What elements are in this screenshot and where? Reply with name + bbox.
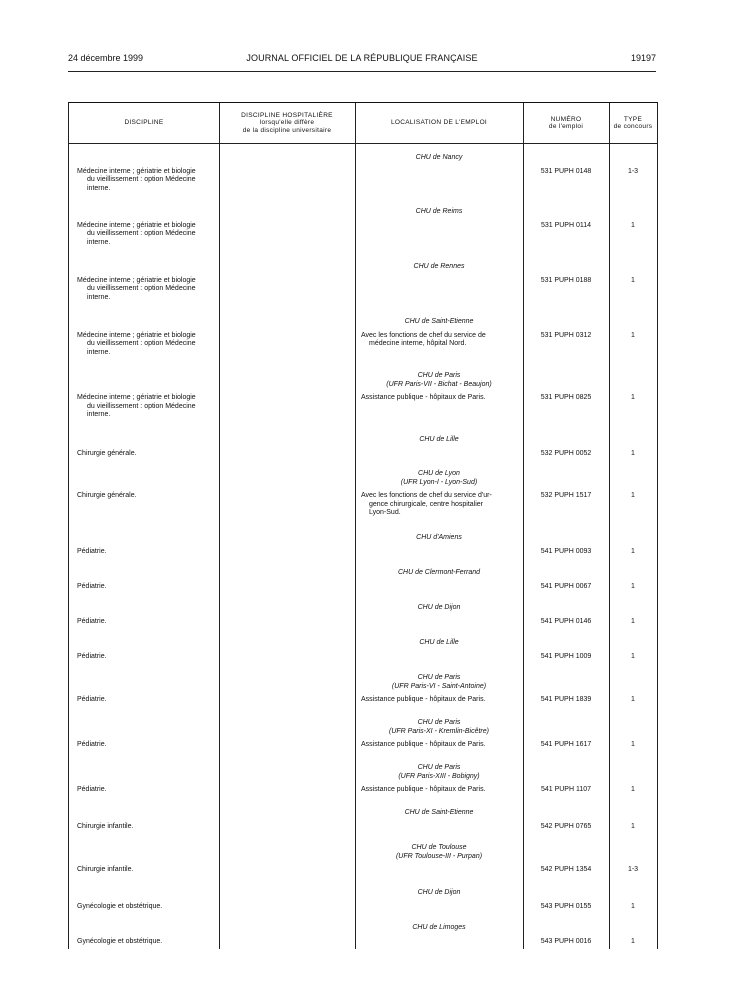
discipline-text: interne. (87, 293, 111, 301)
discipline-text: du vieillissement : option Médecine (87, 340, 196, 347)
location-heading (355, 263, 523, 272)
discipline-cell (77, 823, 222, 832)
discipline-text: Pédiatrie. (77, 696, 107, 703)
location-heading (355, 154, 523, 163)
location-heading-line: CHU de Toulouse (411, 844, 467, 851)
column-header-location (355, 103, 523, 143)
location-heading (355, 534, 523, 543)
location-heading (355, 470, 523, 487)
location-detail-text: gence chirurgicale, centre hospitalier (369, 500, 484, 508)
location-detail (361, 332, 519, 349)
position-number: 541 PUPH 1839 (540, 696, 592, 703)
discipline-text: Médecine interne ; gériatrie et biologie (77, 276, 196, 284)
location-heading (355, 569, 523, 578)
column-header-hospital-discipline (219, 103, 355, 143)
discipline-cell (77, 332, 222, 358)
column-header-label: lorsqu'elle diffère (259, 119, 315, 127)
discipline-cell (77, 168, 222, 194)
column-header-label: de l'emploi (548, 123, 584, 130)
discipline-text: Médecine interne ; gériatrie et biologie (77, 394, 196, 401)
location-heading-line: CHU de Clermont-Ferrand (397, 569, 481, 576)
column-header-label: de la discipline universitaire (242, 126, 332, 134)
issue-date: 24 décembre 1999 (68, 53, 144, 63)
discipline-text: Médecine interne ; gériatrie et biologie (77, 167, 196, 175)
discipline-text: Chirurgie générale. (77, 449, 137, 457)
location-heading (355, 208, 523, 217)
location-detail (361, 394, 519, 403)
discipline-cell (77, 866, 222, 875)
position-number: 532 PUPH 1517 (540, 492, 592, 499)
location-heading-line: (UFR Paris-XI - Kremlin-Bicêtre) (389, 727, 489, 735)
location-heading (355, 436, 523, 445)
location-heading-line: (UFR Lyon-I - Lyon-Sud) (400, 478, 478, 486)
discipline-text: interne. (87, 184, 111, 192)
location-heading (355, 639, 523, 648)
location-heading-line: CHU de Paris (417, 764, 461, 771)
competition-type: 1-3 (627, 167, 639, 175)
discipline-text: Pédiatrie. (77, 617, 107, 625)
competition-type: 1 (631, 937, 635, 945)
competition-type: 1-3 (627, 866, 639, 873)
discipline-cell (77, 741, 222, 750)
location-heading (355, 372, 523, 389)
location-detail-text: Avec les fonctions de chef du service d'ur- (361, 492, 492, 499)
location-heading-line: CHU de Paris (417, 372, 461, 379)
discipline-text: Chirurgie infantile. (77, 822, 134, 830)
competition-type: 1 (631, 394, 635, 401)
discipline-cell (77, 618, 222, 627)
discipline-cell (77, 394, 222, 420)
column-header-discipline (69, 103, 219, 143)
position-number: 531 PUPH 0114 (540, 221, 592, 229)
competition-type: 1 (631, 786, 635, 793)
position-number: 543 PUPH 0016 (540, 937, 592, 945)
location-heading-line: CHU d'Amiens (416, 534, 462, 541)
location-heading (355, 764, 523, 781)
competition-type: 1 (631, 449, 635, 457)
position-number: 541 PUPH 0146 (540, 617, 592, 625)
position-number: 531 PUPH 0825 (540, 394, 592, 401)
discipline-text: interne. (87, 238, 111, 246)
location-heading-line: CHU de Lille (419, 639, 459, 646)
location-heading (355, 924, 523, 933)
location-heading-line: CHU de Paris (417, 674, 461, 681)
location-heading-line: (UFR Paris-VI - Saint-Antoine) (391, 682, 487, 690)
location-heading-line: CHU de Lille (419, 436, 459, 443)
location-heading-line: CHU de Dijon (417, 604, 461, 611)
competition-type: 1 (631, 696, 635, 703)
position-number: 541 PUPH 0067 (540, 582, 592, 590)
discipline-cell (77, 583, 222, 592)
location-detail-text: Lyon-Sud. (369, 509, 401, 516)
competition-type: 1 (631, 221, 635, 229)
position-number: 541 PUPH 1009 (540, 652, 592, 660)
discipline-cell (77, 222, 222, 248)
positions-table (68, 102, 658, 949)
discipline-cell (77, 938, 222, 947)
location-heading-line: CHU de Paris (417, 719, 461, 726)
location-heading-line: (UFR Paris-XIII - Bobigny) (398, 772, 480, 780)
discipline-text: Médecine interne ; gériatrie et biologie (77, 221, 196, 229)
competition-type: 1 (631, 492, 635, 499)
location-heading-line: CHU de Saint-Etienne (404, 809, 474, 816)
position-number: 542 PUPH 0765 (540, 822, 592, 830)
discipline-text: du vieillissement : option Médecine (87, 176, 196, 183)
competition-type: 1 (631, 822, 635, 830)
location-detail-text: Avec les fonctions de chef du service de (361, 331, 486, 339)
discipline-cell (77, 277, 222, 303)
discipline-cell (77, 696, 222, 705)
discipline-text: Gynécologie et obstétrique. (77, 937, 163, 945)
running-head (68, 53, 656, 67)
location-heading-line: CHU de Saint-Etienne (404, 318, 474, 325)
location-detail-text: Assistance publique - hôpitaux de Paris. (361, 394, 486, 401)
discipline-text: Pédiatrie. (77, 652, 107, 660)
competition-type: 1 (631, 276, 635, 284)
location-heading (355, 809, 523, 818)
column-header-type (609, 103, 657, 143)
location-detail (361, 741, 519, 750)
location-heading (355, 604, 523, 613)
position-number: 541 PUPH 1107 (540, 786, 592, 793)
location-heading-line: CHU de Rennes (413, 263, 465, 270)
location-heading (355, 844, 523, 861)
competition-type: 1 (631, 741, 635, 748)
location-heading (355, 318, 523, 327)
discipline-cell (77, 492, 222, 501)
location-detail (361, 696, 519, 705)
journal-title: JOURNAL OFFICIEL DE LA RÉPUBLIQUE FRANÇAISE (246, 53, 478, 63)
position-number: 541 PUPH 0093 (540, 547, 592, 555)
position-number: 541 PUPH 1617 (540, 741, 592, 748)
column-header-label: TYPE (623, 115, 643, 123)
location-heading-line: CHU de Dijon (417, 889, 461, 896)
discipline-text: du vieillissement : option Médecine (87, 285, 196, 292)
discipline-text: Pédiatrie. (77, 547, 107, 555)
header-rule (68, 71, 656, 72)
position-number: 542 PUPH 1354 (540, 866, 592, 873)
competition-type: 1 (631, 547, 635, 555)
position-number: 532 PUPH 0052 (540, 449, 592, 457)
column-header-label: DISCIPLINE (124, 119, 164, 127)
competition-type: 1 (631, 617, 635, 625)
location-heading-line: (UFR Toulouse-III - Purpan) (395, 852, 483, 860)
discipline-text: interne. (87, 411, 111, 418)
discipline-text: Gynécologie et obstétrique. (77, 902, 163, 910)
column-header-label: DISCIPLINE HOSPITALIÈRE (241, 111, 333, 119)
column-header-label: NUMÉRO (550, 115, 582, 123)
column-divider (355, 103, 356, 949)
competition-type: 1 (631, 902, 635, 910)
location-heading-line: CHU de Nancy (415, 154, 463, 161)
page-number: 19197 (630, 53, 656, 63)
header-divider (69, 143, 657, 144)
column-header-number (523, 103, 609, 143)
position-number: 531 PUPH 0312 (540, 331, 592, 339)
location-detail (361, 492, 519, 518)
discipline-cell (77, 653, 222, 662)
position-number: 531 PUPH 0148 (540, 167, 592, 175)
discipline-text: interne. (87, 348, 111, 356)
discipline-text: Chirurgie infantile. (77, 866, 134, 873)
discipline-cell (77, 903, 222, 912)
discipline-cell (77, 786, 222, 795)
discipline-text: Médecine interne ; gériatrie et biologie (77, 331, 196, 339)
column-header-label: LOCALISATION DE L'EMPLOI (390, 119, 488, 127)
location-heading-line: (UFR Paris-VII - Bichat - Beaujon) (386, 380, 492, 388)
competition-type: 1 (631, 331, 635, 339)
discipline-text: Pédiatrie. (77, 582, 107, 590)
discipline-text: Chirurgie générale. (77, 492, 137, 499)
competition-type: 1 (631, 582, 635, 590)
location-heading (355, 889, 523, 898)
position-number: 531 PUPH 0188 (540, 276, 592, 284)
column-header-label: de concours (613, 123, 653, 130)
location-heading-line: CHU de Limoges (412, 924, 466, 931)
location-detail-text: médecine interne, hôpital Nord. (369, 340, 467, 347)
discipline-cell (77, 548, 222, 557)
discipline-text: Pédiatrie. (77, 741, 107, 748)
discipline-text: Pédiatrie. (77, 786, 107, 793)
position-number: 543 PUPH 0155 (540, 902, 592, 910)
location-detail (361, 786, 519, 795)
discipline-cell (77, 450, 222, 459)
location-heading-line: CHU de Reims (415, 208, 463, 215)
location-heading-line: CHU de Lyon (418, 470, 460, 477)
location-heading (355, 719, 523, 736)
location-detail-text: Assistance publique - hôpitaux de Paris. (361, 741, 486, 748)
discipline-text: du vieillissement : option Médecine (87, 402, 196, 410)
discipline-text: du vieillissement : option Médecine (87, 230, 196, 237)
competition-type: 1 (631, 652, 635, 660)
location-heading (355, 674, 523, 691)
location-detail-text: Assistance publique - hôpitaux de Paris. (361, 786, 486, 793)
location-detail-text: Assistance publique - hôpitaux de Paris. (361, 696, 486, 703)
